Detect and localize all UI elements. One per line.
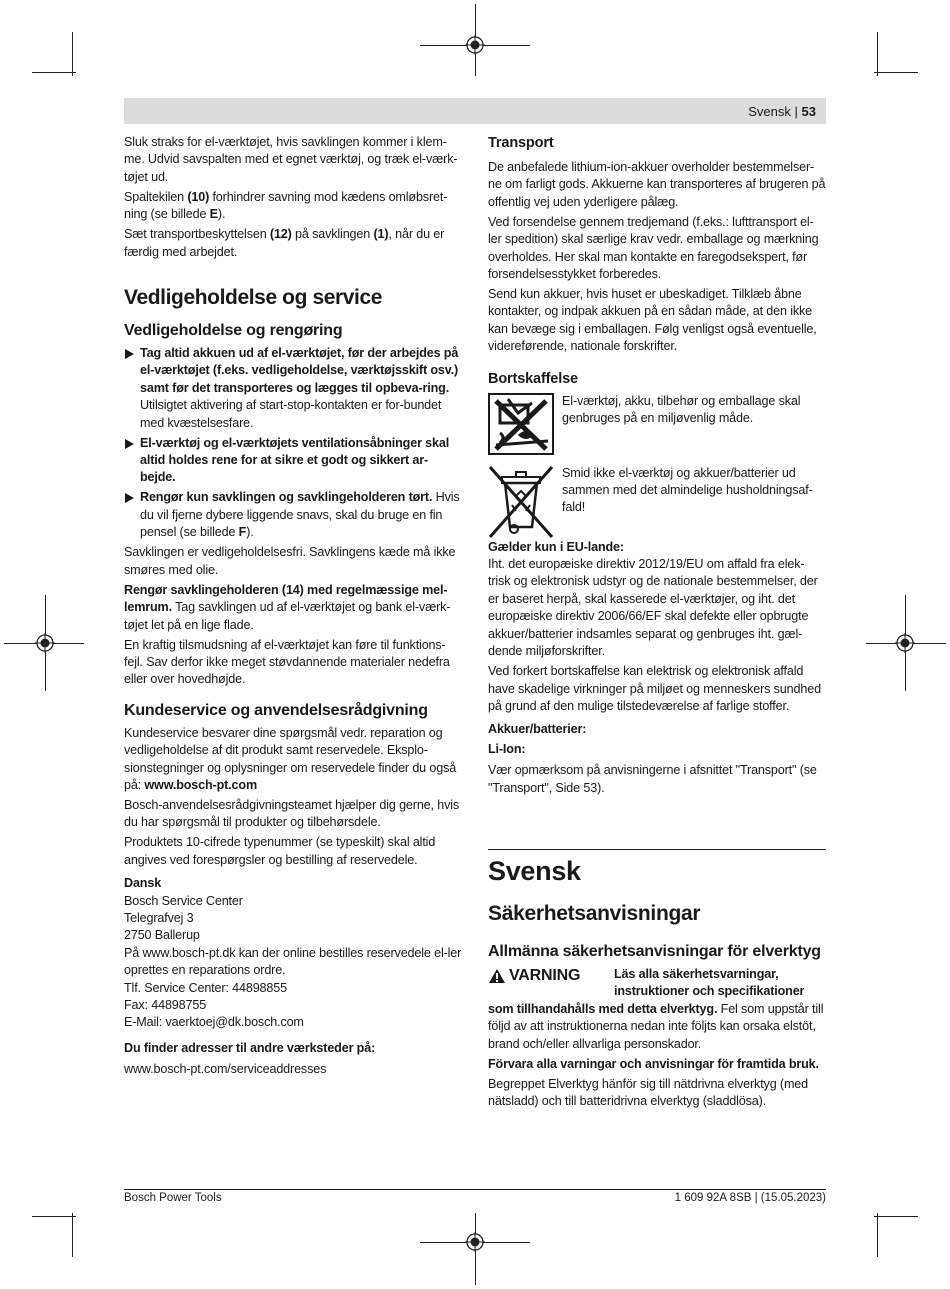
paragraph: De anbefalede lithium-ion-akkuer overholder bestemmelser-ne om farligt gods. Akkuerne kan transporteres af brugeren på offentlig vej uden yderligere pålæg. <box>488 160 826 209</box>
list-item: El-værktøj og el-værktøjets ventilationsåbninger skal altid holdes rene for at sikre et godt og sikkert ar-bejde. <box>124 435 462 487</box>
registration-mark-icon <box>465 35 485 55</box>
paragraph: Iht. det europæiske direktiv 2012/19/EU om affald fra elek-trisk og elektronisk udstyr og de nationale bestemmelser, der er baseret herpå, skal kasserede el-værktøjer, og iht. det europæiske direktiv 2006/66/EF skal defekte eller opbrugte akkuer/batterier indsamles separat og genbruges iht. gæl-dende miljøforskrifter. <box>488 557 818 659</box>
paragraph: Kundeservice besvarer dine spørgsmål vedr. reparation og vedligeholdelse af dit produkt samt reservedele. Eksplo-sionstegninger og oplysninger om reservedele finder du også på: www.bosch-pt.com <box>124 725 457 792</box>
warning-block <box>488 966 826 1001</box>
section-title: Transport <box>488 135 554 151</box>
running-header <box>748 104 816 119</box>
contact-line: E-Mail: vaerktoej@dk.bosch.com <box>124 1015 304 1030</box>
recycling-symbol-icon <box>488 393 554 459</box>
paragraph: Rengør savklingeholderen (14) med regelmæssige mel-lemrum. Tag savklingen ud af el-værktøjet og bank el-værk-tøjet let på en lige flade. <box>124 582 451 632</box>
disposal-bin-row <box>488 465 826 531</box>
right-column <box>488 134 826 1113</box>
crop-mark <box>32 72 76 73</box>
bullet-triangle-icon <box>125 439 134 449</box>
paragraph: Begreppet Elverktyg hänför sig till nätdrivna elverktyg (med nätsladd) och till batteridrivna elverktyg (sladdlösa). <box>488 1076 808 1108</box>
paragraph: På www.bosch-pt.dk kan der online bestilles reservedele el-ler oprettes en reparations ordre. <box>124 945 462 978</box>
left-column <box>124 134 462 1079</box>
disposal-recycle-row <box>488 393 826 459</box>
crop-mark <box>72 1213 73 1257</box>
paragraph: Sluk straks for el-værktøjet, hvis savklingen kommer i klem-me. Udvid savspalten med et egnet værktøj, og træk el-værk-tøjet ud. <box>124 135 458 184</box>
address-line: Telegrafvej 3 <box>124 910 194 925</box>
header-separator: | <box>794 104 798 119</box>
crop-mark <box>32 1216 76 1217</box>
disposal-bin-text: Smid ikke el-værktøj og akkuer/batterier ud sammen med det almindelige husholdningsaf-fald! <box>562 465 813 515</box>
bullet-triangle-icon <box>125 493 134 503</box>
eu-label: Gælder kun i EU-lande: <box>488 539 624 554</box>
liion-label: Li-Ion: <box>488 741 526 756</box>
paragraph: En kraftig tilsmudsning af el-værktøjet kan føre til funktions-fejl. Sav derfor ikke meget støvdannende materialer nedefra eller over hovedhøjde. <box>124 637 450 687</box>
paragraph: Vær opmærksom på anvisningerne i afsnittet "Transport" (se "Transport", Side 53). <box>488 763 817 795</box>
divider <box>488 849 826 850</box>
paragraph: Ved forsendelse gennem tredjemand (f.eks.: lufttransport el-ler spedition) skal særlige krav vedr. emballage og mærkning overholdes. Her skal man kontakte en faregodsekspert, før forsendelsesstykket forberedes. <box>488 214 819 282</box>
warning-triangle-icon <box>488 968 506 984</box>
crop-mark <box>877 32 878 76</box>
language-title: Svensk <box>488 855 581 886</box>
paragraph: Ved forkert bortskaffelse kan elektrisk og elektronisk affald have skadelige virkninger på miljøet og menneskers sundhed på grund af den mulige tilstedeværelse af farlige stoffer. <box>488 664 821 713</box>
footer-divider <box>124 1189 826 1190</box>
crop-mark <box>72 32 73 76</box>
address-line: 2750 Ballerup <box>124 928 200 943</box>
paragraph: som tillhandahålls med detta elverktyg. Fel som uppstår till följd av att instruktionerna nedan inte följts kan orsaka elstöt, brand och/eller allvarliga personskador. <box>488 1001 824 1051</box>
crossed-bin-icon <box>488 465 554 531</box>
other-addresses-url[interactable]: www.bosch-pt.com/serviceaddresses <box>124 1062 327 1077</box>
bullet-triangle-icon <box>125 349 134 359</box>
subsection-title: Kundeservice og anvendelsesrådgivning <box>124 701 428 719</box>
section-title: Vedligeholdelse og service <box>124 286 383 310</box>
section-title: Säkerhetsanvisningar <box>488 901 701 925</box>
country-label: Dansk <box>124 876 162 891</box>
subsection-title: Vedligeholdelse og rengøring <box>124 322 343 340</box>
footer-code: 1 609 92A 8SB | (15.05.2023) <box>674 1192 826 1204</box>
header-band <box>124 98 826 124</box>
subsection-title: Allmänna säkerhetsanvisningar för elverktyg <box>488 942 821 960</box>
paragraph: Spaltekilen (10) forhindrer savning mod kædens omløbsret-ning (se billede E). <box>124 189 448 222</box>
list-item: Tag altid akkuen ud af el-værktøjet, før der arbejdes på el-værktøjet (f.eks. vedligeholdelse, værktøjsskift osv.) samt før det transporteres og lægges til opbeva-ring. Utilsigtet aktivering af start-stop-kontakten er for-bundet med kvæstelsesfare. <box>124 345 462 432</box>
warning-badge <box>488 967 614 984</box>
paragraph: Send kun akkuer, hvis huset er ubeskadiget. Tilklæb åbne kontakter, og indpak akkuen på en sådan måde, at den ikke kan bevæge sig i emballagen. Følg venligst også eventuelle, videreførende, nationale forskrifter. <box>488 287 817 354</box>
registration-mark-icon <box>895 633 915 653</box>
section-title: Bortskaffelse <box>488 370 578 387</box>
other-addresses-label: Du finder adresser til andre værksteder på: <box>124 1040 376 1055</box>
warning-label: VARNING <box>509 966 581 984</box>
list-item: Rengør kun savklingen og savklingeholderen tørt. Hvis du vil fjerne dybere liggende snavs, skal du bruge en fin pensel (se billede F). <box>124 489 462 541</box>
contact-line: Fax: 44898755 <box>124 998 207 1012</box>
disposal-recycle-text: El-værktøj, akku, tilbehør og emballage skal genbruges på en miljøvenlig måde. <box>562 393 801 426</box>
registration-mark-icon <box>35 633 55 653</box>
contact-line: Tlf. Service Center: 44898855 <box>124 980 287 995</box>
service-link[interactable]: www.bosch-pt.com <box>144 777 257 792</box>
address-line: Bosch Service Center <box>124 893 243 908</box>
footer-brand: Bosch Power Tools <box>124 1192 222 1204</box>
paragraph: Sæt transportbeskyttelsen (12) på savklingen (1), når du er færdig med arbejdet. <box>124 227 445 259</box>
batteries-label: Akkuer/batterier: <box>488 722 587 737</box>
page-number: 53 <box>801 104 816 119</box>
paragraph: Bosch-anvendelsesrådgivningsteamet hjælper dig gerne, hvis du har spørgsmål til produkter og tilbehørsdele. <box>124 797 460 830</box>
crop-mark <box>877 1213 878 1257</box>
paragraph: Förvara alla varningar och anvisningar för framtida bruk. <box>488 1056 819 1071</box>
registration-mark-icon <box>465 1232 485 1252</box>
header-language: Svensk <box>748 104 791 119</box>
crop-mark <box>874 72 918 73</box>
paragraph: Savklingen er vedligeholdelsesfri. Savklingens kæde må ikke smøres med olie. <box>124 545 456 577</box>
warning-heading: Läs alla säkerhetsvarningar, instruktioner och specifikationer <box>614 966 805 999</box>
paragraph: Produktets 10-cifrede typenummer (se typeskilt) skal altid angives ved forespørgsler og bestilling af reservedele. <box>124 835 436 867</box>
crop-mark <box>874 1216 918 1217</box>
